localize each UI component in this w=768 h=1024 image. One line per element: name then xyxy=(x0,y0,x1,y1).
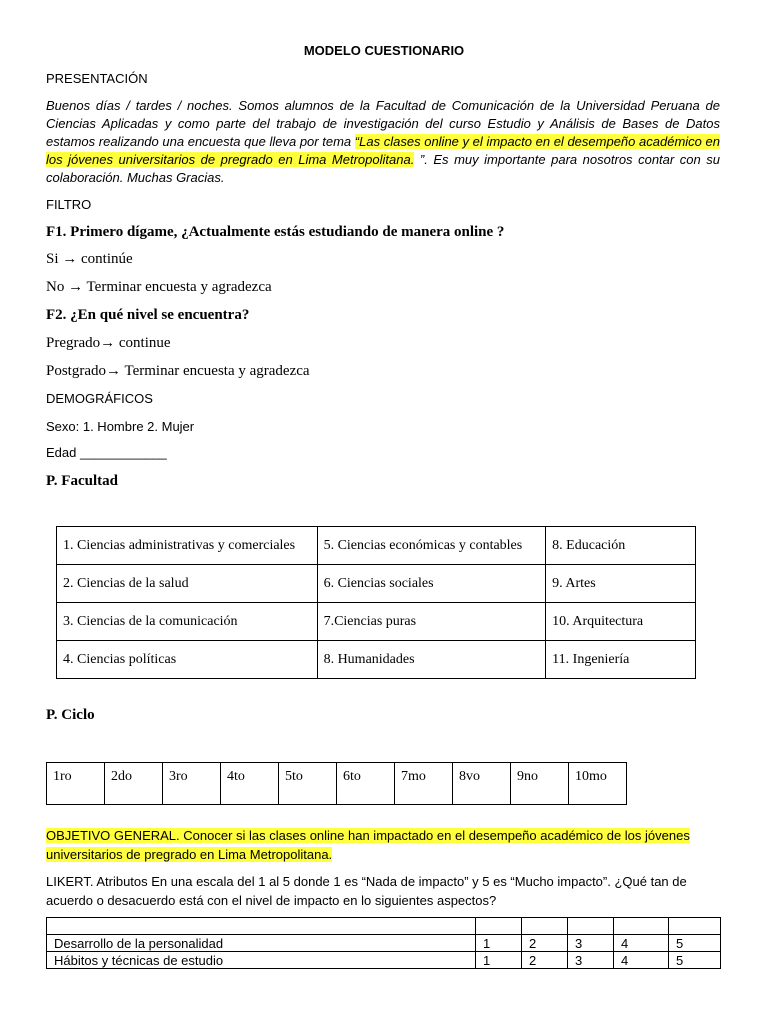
likert-attribute: Hábitos y técnicas de estudio xyxy=(47,952,476,969)
demograficos-heading: DEMOGRÁFICOS xyxy=(46,391,153,406)
likert-header-cell xyxy=(614,918,669,935)
likert-header-cell xyxy=(522,918,568,935)
question-f2: F2. ¿En qué nivel se encuentra? xyxy=(46,307,250,323)
ciclo-cell: 9no xyxy=(511,763,569,805)
facultad-cell: 9. Artes xyxy=(546,565,696,603)
ciclo-cell: 1ro xyxy=(47,763,105,805)
sexo-field: Sexo: 1. Hombre 2. Mujer xyxy=(46,419,195,434)
table-row xyxy=(47,952,721,969)
ciclo-table xyxy=(46,762,627,805)
likert-score[interactable]: 2 xyxy=(522,935,568,952)
ciclo-cell: 2do xyxy=(105,763,163,805)
question-f1: F1. Primero dígame, ¿Actualmente estás estudiando de manera online ? xyxy=(46,224,505,240)
table-row xyxy=(57,565,696,603)
facultad-cell: 10. Arquitectura xyxy=(546,603,696,641)
intro-paragraph xyxy=(46,97,720,187)
ciclo-heading: P. Ciclo xyxy=(46,707,95,723)
ciclo-cell: 3ro xyxy=(163,763,221,805)
objetivo-general xyxy=(46,826,736,864)
objetivo-highlight: OBJETIVO GENERAL. Conocer si las clases online han impactado en el desempeño académico de los jóvenes universitarios de pregrado en Lima Metropolitana. xyxy=(46,828,690,862)
facultad-cell: 1. Ciencias administrativas y comerciales xyxy=(57,527,318,565)
facultad-cell: 11. Ingeniería xyxy=(546,641,696,679)
likert-instructions: LIKERT. Atributos En una escala del 1 al 5 donde 1 es “Nada de impacto” y 5 es “Mucho impacto”. ¿Qué tan de acuerdo o desacuerdo está con el nivel de impacto en lo siguientes aspectos? xyxy=(46,874,687,908)
facultad-cell: 3. Ciencias de la comunicación xyxy=(57,603,318,641)
option-f1-no: No → Terminar encuesta y agradezca xyxy=(46,279,272,295)
likert-score[interactable]: 3 xyxy=(568,935,614,952)
edad-field: Edad ____________ xyxy=(46,445,167,460)
option-f2-pregrado: Pregrado→ continue xyxy=(46,335,171,351)
ciclo-cell: 4to xyxy=(221,763,279,805)
facultad-cell: 4. Ciencias políticas xyxy=(57,641,318,679)
likert-score[interactable]: 5 xyxy=(669,952,721,969)
likert-score[interactable]: 4 xyxy=(614,952,669,969)
facultad-cell: 8. Humanidades xyxy=(317,641,546,679)
table-row xyxy=(47,918,721,935)
intro-text-b: ”. Es muy importante para nosotros contar con su colaboración. Muchas Gracias. xyxy=(46,152,720,185)
likert-header-cell xyxy=(47,918,476,935)
facultad-cell: 2. Ciencias de la salud xyxy=(57,565,318,603)
facultad-cell: 8. Educación xyxy=(546,527,696,565)
facultad-cell: 7.Ciencias puras xyxy=(317,603,546,641)
ciclo-cell: 5to xyxy=(279,763,337,805)
ciclo-cell: 8vo xyxy=(453,763,511,805)
ciclo-cell: 10mo xyxy=(569,763,627,805)
likert-score[interactable]: 3 xyxy=(568,952,614,969)
facultad-cell: 5. Ciencias económicas y contables xyxy=(317,527,546,565)
filtro-heading: FILTRO xyxy=(46,197,92,212)
likert-score[interactable]: 4 xyxy=(614,935,669,952)
intro-text-a: Buenos días / tardes / noches. Somos alumnos de la Facultad de Comunicación de la Universidad Peruana de Ciencias Aplicadas y como parte del trabajo de investigación del curso Estudio y Análisis de Bases de Datos estamos realizando una encuesta que lleva por tema xyxy=(46,98,720,149)
table-row xyxy=(57,641,696,679)
ciclo-cell: 6to xyxy=(337,763,395,805)
likert-attribute: Desarrollo de la personalidad xyxy=(47,935,476,952)
table-row xyxy=(57,527,696,565)
option-f2-postgrado: Postgrado→ Terminar encuesta y agradezca xyxy=(46,363,310,379)
likert-header-cell xyxy=(568,918,614,935)
likert-score[interactable]: 1 xyxy=(476,935,522,952)
likert-header-cell xyxy=(476,918,522,935)
presentacion-heading: PRESENTACIÓN xyxy=(46,71,148,86)
facultad-cell: 6. Ciencias sociales xyxy=(317,565,546,603)
likert-score[interactable]: 2 xyxy=(522,952,568,969)
likert-table xyxy=(46,917,721,969)
table-row xyxy=(57,603,696,641)
facultad-heading: P. Facultad xyxy=(46,473,118,489)
page-title: MODELO CUESTIONARIO xyxy=(303,43,465,58)
option-f1-si: Si → continúe xyxy=(46,251,133,267)
table-row xyxy=(47,935,721,952)
table-row xyxy=(47,763,627,805)
facultad-table xyxy=(56,526,696,679)
ciclo-cell: 7mo xyxy=(395,763,453,805)
likert-score[interactable]: 1 xyxy=(476,952,522,969)
likert-header-cell xyxy=(669,918,721,935)
likert-score[interactable]: 5 xyxy=(669,935,721,952)
intro-highlight: “Las clases online y el impacto en el desempeño académico en los jóvenes universitarios de pregrado en Lima Metropolitana. xyxy=(46,134,720,167)
